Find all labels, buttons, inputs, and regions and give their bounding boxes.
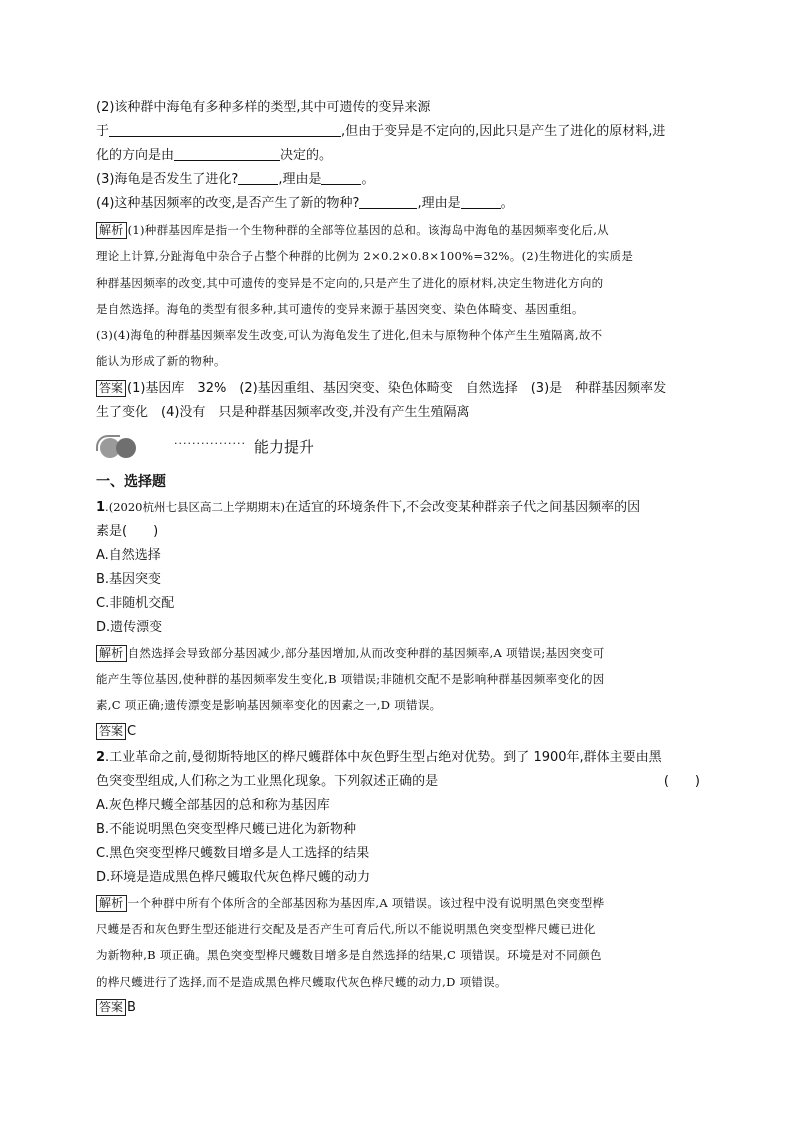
q2-text: 决定的。 [280, 148, 333, 163]
analysis-tag: 解析 [96, 645, 127, 662]
question-stem [96, 746, 700, 770]
analysis-tag: 解析 [96, 222, 127, 239]
answer-line: 生了变化 (4)没有 只是种群基因频率改变,并没有产生生殖隔离 [96, 404, 470, 420]
analysis-line: 为新物种,B 项正确。黑色突变型桦尺蠖数目增多是自然选择的结果,C 项错误。环境是对不同颜色 [96, 948, 602, 963]
analysis-line: (3)(4)海龟的种群基因频率发生改变,可认为海龟发生了进化,但未与原物种个体产生生殖隔离,故不 [96, 328, 603, 343]
q2-text: 于 [96, 124, 110, 139]
answer-tag: 答案 [96, 723, 126, 740]
q3-text: ,理由是 [278, 172, 322, 187]
analysis-text: 一个种群中所有个体所含的全部基因称为基因库,A 项错误。该过程中没有说明黑色突变型桦 [127, 895, 605, 910]
analysis-line [96, 217, 700, 243]
option-d[interactable]: D.环境是造成黑色桦尺蠖取代灰色桦尺蠖的动力 [96, 869, 371, 885]
analysis-tag: 解析 [96, 895, 127, 912]
worksheet-page [96, 96, 700, 1020]
analysis-line: 理论上计算,分趾海龟中杂合子占整个种群的比例为 2×0.2×0.8×100%=32%。(2)生物进化的实质是 [96, 249, 634, 264]
q3-text: 。 [361, 172, 375, 187]
answer-blank[interactable] [359, 194, 417, 209]
q2-line2 [96, 120, 700, 144]
analysis-line: 的桦尺蠖进行了选择,而不是造成黑色桦尺蠖取代灰色桦尺蠖的动力,D 项错误。 [96, 974, 507, 989]
question-2 [96, 746, 700, 1020]
q2-text: ,但由于变异是不定向的,因此只是产生了进化的原材料,进 [341, 124, 666, 139]
q3-line [96, 168, 700, 192]
answer-blank[interactable] [238, 170, 278, 185]
q2-line1: (2)该种群中海龟有多种多样的类型,其中可遗传的变异来源 [96, 100, 431, 115]
question-1 [96, 495, 700, 744]
answer-line [96, 996, 700, 1020]
analysis-line: 尺蠖是否和灰色野生型还能进行交配及是否产生可育后代,所以不能说明黑色突变型桦尺蠖已进化 [96, 921, 596, 936]
answer-line [96, 377, 700, 401]
answer-blank[interactable] [109, 122, 341, 137]
analysis-block [96, 890, 700, 995]
analysis-line: 素,C 项正确;遗传漂变是影响基因频率变化的因素之一,D 项错误。 [96, 698, 442, 713]
q2-line3 [96, 144, 700, 168]
analysis-text: 自然选择会导致部分基因减少,部分基因增加,从而改变种群的基因频率,A 项错误;基因突变可 [127, 645, 605, 660]
answer-blank[interactable] [174, 146, 280, 161]
decor-arc-icon [96, 435, 120, 451]
question-text: .工业革命之前,曼彻斯特地区的桦尺蠖群体中灰色野生型占绝对优势。到了 1900年,群体主要由黑 [105, 749, 662, 765]
answer-line [96, 720, 700, 744]
question-number: 1 [96, 499, 106, 515]
question-text: 在适宜的环境条件下,不会改变某种群亲子代之间基因频率的因 [284, 499, 641, 515]
answer-tag: 答案 [96, 999, 126, 1016]
section-header [96, 429, 700, 467]
q4-text: (4)这种基因频率的改变,是否产生了新的物种? [96, 196, 360, 211]
question-stem: 素是( ) [96, 523, 159, 539]
answer-text: B [127, 999, 136, 1015]
answer-tag: 答案 [96, 380, 126, 397]
analysis-line [96, 640, 700, 666]
answer-paren: ( ) [663, 773, 700, 789]
answer-blank[interactable] [461, 194, 501, 209]
option-d[interactable]: D.遗传漂变 [96, 619, 163, 635]
analysis-text: (1)种群基因库是指一个生物种群的全部等位基因的总和。该海岛中海龟的基因频率变化后,从 [127, 223, 609, 237]
q4-text: 。 [500, 196, 514, 211]
q4-line [96, 192, 700, 216]
analysis-block [96, 217, 700, 375]
question-text: 色突变型组成,人们称之为工业黑化现象。下列叙述正确的是 [96, 773, 439, 789]
section-title: 能力提升 [254, 437, 315, 456]
option-a[interactable]: A.自然选择 [96, 547, 161, 563]
answer-blank[interactable] [321, 170, 361, 185]
question-number: 2 [96, 749, 106, 765]
part-heading: 一、选择题 [96, 473, 166, 490]
analysis-block [96, 640, 700, 719]
analysis-line: 是自然选择。海龟的类型有很多种,其可遗传的变异来源于基因突变、染色体畸变、基因重组。 [96, 301, 584, 316]
question-stem [96, 770, 700, 794]
option-b[interactable]: B.基因突变 [96, 571, 162, 587]
option-a[interactable]: A.灰色桦尺蠖全部基因的总和称为基因库 [96, 797, 330, 813]
section-dots: ················ [174, 436, 246, 450]
option-b[interactable]: B.不能说明黑色突变型桦尺蠖已进化为新物种 [96, 821, 357, 837]
analysis-line: 能认为形成了新的物种。 [96, 354, 226, 369]
answer-text: C [127, 723, 137, 739]
q4-text: ,理由是 [417, 196, 461, 211]
question-source: .(2020杭州七县区高二上学期期末) [105, 499, 285, 514]
answer-text: (1)基因库 32% (2)基因重组、基因突变、染色体畸变 自然选择 (3)是 种群基因频率发 [127, 380, 667, 396]
question-stem [96, 495, 700, 520]
q3-text: (3)海龟是否发生了进化? [96, 172, 239, 187]
answer-block [96, 377, 700, 425]
option-c[interactable]: C.非随机交配 [96, 595, 175, 611]
analysis-line [96, 890, 700, 916]
q2-text: 化的方向是由 [96, 148, 175, 163]
option-c[interactable]: C.黑色突变型桦尺蠖数目增多是人工选择的结果 [96, 845, 370, 861]
analysis-line: 能产生等位基因,使种群的基因频率发生变化,B 项错误;非随机交配不是影响种群基因频率变化的因 [96, 672, 605, 687]
analysis-line: 种群基因频率的改变,其中可遗传的变异是不定向的,只是产生了进化的原材料,决定生物进化方向的 [96, 275, 604, 290]
